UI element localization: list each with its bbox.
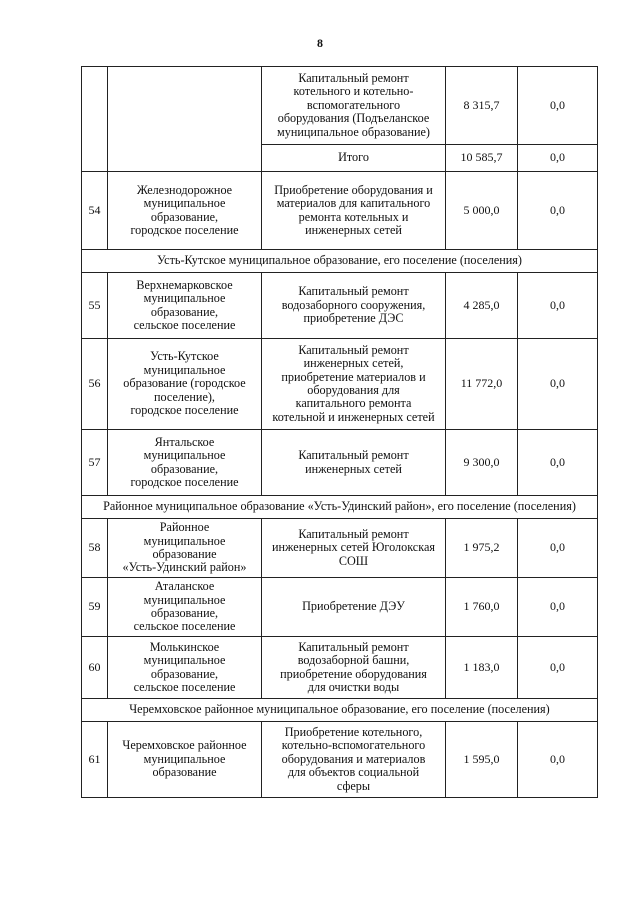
funding-table <box>81 66 598 798</box>
row-number: 56 <box>82 339 108 430</box>
amount-cell: 1 760,0 <box>446 578 518 637</box>
total-other-amount: 0,0 <box>518 145 598 172</box>
table-row <box>82 172 598 250</box>
row-number: 58 <box>82 519 108 578</box>
other-amount-cell: 0,0 <box>518 339 598 430</box>
amount-cell: 8 315,7 <box>446 67 518 145</box>
purpose-cell: Капитальный ремонт инженерных сетей Юголокская СОШ <box>262 519 446 578</box>
municipality-name: Черемховское районное муниципальное образование <box>108 722 262 798</box>
table-row <box>82 722 598 798</box>
purpose-cell: Капитальный ремонт водозаборной башни, приобретение оборудования для очистки воды <box>262 637 446 699</box>
section-title: Черемховское районное муниципальное образование, его поселение (поселения) <box>82 699 598 722</box>
total-label: Итого <box>262 145 446 172</box>
table-row <box>82 578 598 637</box>
row-number: 55 <box>82 273 108 339</box>
row-number: 61 <box>82 722 108 798</box>
table-row <box>82 273 598 339</box>
municipality-name: Аталанское муниципальное образование, сельское поселение <box>108 578 262 637</box>
municipality-name: Верхнемарковское муниципальное образование, сельское поселение <box>108 273 262 339</box>
section-row <box>82 699 598 722</box>
amount-cell: 1 975,2 <box>446 519 518 578</box>
other-amount-cell: 0,0 <box>518 722 598 798</box>
section-title: Районное муниципальное образование «Усть-Удинский район», его поселение (поселения) <box>82 496 598 519</box>
table-row <box>82 339 598 430</box>
purpose-cell: Капитальный ремонт инженерных сетей, приобретение материалов и оборудования для капитального ремонта котельной и инженерных сетей <box>262 339 446 430</box>
purpose-cell: Приобретение оборудования и материалов для капитального ремонта котельных и инженерных сетей <box>262 172 446 250</box>
municipality-cell <box>108 67 262 172</box>
table-row <box>82 67 598 145</box>
purpose-cell: Капитальный ремонт котельного и котельно- вспомогательного оборудования (Подъеланское муниципальное образование) <box>262 67 446 145</box>
section-row <box>82 496 598 519</box>
purpose-cell: Капитальный ремонт водозаборного сооружения, приобретение ДЭС <box>262 273 446 339</box>
table-row <box>82 430 598 496</box>
municipality-name: Молькинское муниципальное образование, сельское поселение <box>108 637 262 699</box>
amount-cell: 4 285,0 <box>446 273 518 339</box>
section-row <box>82 250 598 273</box>
amount-cell: 5 000,0 <box>446 172 518 250</box>
row-number-cell <box>82 67 108 172</box>
amount-cell: 1 183,0 <box>446 637 518 699</box>
section-title: Усть-Кутское муниципальное образование, его поселение (поселения) <box>82 250 598 273</box>
amount-cell: 1 595,0 <box>446 722 518 798</box>
amount-cell: 9 300,0 <box>446 430 518 496</box>
row-number: 59 <box>82 578 108 637</box>
other-amount-cell: 0,0 <box>518 578 598 637</box>
total-amount: 10 585,7 <box>446 145 518 172</box>
table-row <box>82 519 598 578</box>
other-amount-cell: 0,0 <box>518 430 598 496</box>
row-number: 57 <box>82 430 108 496</box>
municipality-name: Железнодорожное муниципальное образование, городское поселение <box>108 172 262 250</box>
purpose-cell: Приобретение котельного, котельно-вспомогательного оборудования и материалов для объектов социальной сферы <box>262 722 446 798</box>
other-amount-cell: 0,0 <box>518 67 598 145</box>
municipality-name: Районное муниципальное образование «Усть-Удинский район» <box>108 519 262 578</box>
purpose-cell: Приобретение ДЭУ <box>262 578 446 637</box>
other-amount-cell: 0,0 <box>518 519 598 578</box>
row-number: 54 <box>82 172 108 250</box>
municipality-name: Усть-Кутское муниципальное образование (городское поселение), городское поселение <box>108 339 262 430</box>
row-number: 60 <box>82 637 108 699</box>
other-amount-cell: 0,0 <box>518 637 598 699</box>
table-row <box>82 637 598 699</box>
municipality-name: Янтальское муниципальное образование, городское поселение <box>108 430 262 496</box>
purpose-cell: Капитальный ремонт инженерных сетей <box>262 430 446 496</box>
amount-cell: 11 772,0 <box>446 339 518 430</box>
other-amount-cell: 0,0 <box>518 273 598 339</box>
other-amount-cell: 0,0 <box>518 172 598 250</box>
page-number: 8 <box>317 36 323 50</box>
